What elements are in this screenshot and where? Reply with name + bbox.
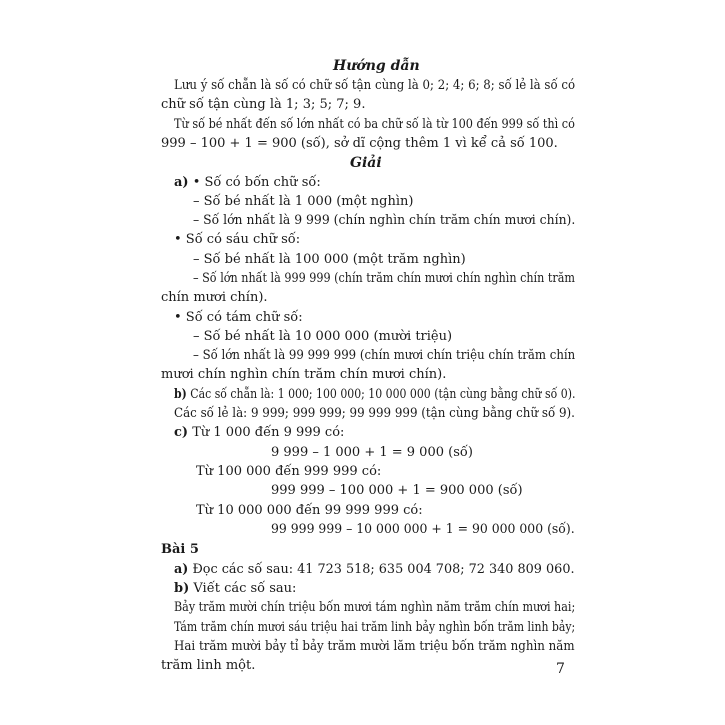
even-numbers: Các số chẵn là: 1 000; 100 000; 10 000 000 (tận cùng bằng chữ số 0). [190,387,576,402]
six-digit-min: – Số bé nhất là 100 000 (một trăm nghìn) [193,252,466,267]
solution-a-item [174,175,321,191]
eight-digit-max-line1: – Số lớn nhất là 99 999 999 (chín mươi chín triệu chín trăm chín [193,348,576,363]
solution-title: Giải [350,155,382,171]
solution-c-label: c) [174,425,189,440]
guide-para2-line1: Từ số bé nhất đến số lớn nhất có ba chữ số là từ 100 đến 999 số thì có [174,117,575,132]
exercise-5-b-text: Viết các số sau: [193,581,297,596]
exercise-5-title: Bài 5 [161,542,199,557]
guide-title: Hướng dẫn [333,58,420,74]
solution-c-item [174,425,344,441]
range-four-digit-text: Từ 1 000 đến 9 999 có: [192,425,345,440]
six-digit-heading: • Số có sáu chữ số: [174,232,301,247]
range-eight-digit-equation: 99 999 999 – 10 000 000 + 1 = 90 000 000 (số). [271,522,575,537]
exercise-5-line2: Tám trăm chín mươi sáu triệu hai trăm linh bảy nghìn bốn trăm linh bảy; [174,620,576,635]
six-digit-max-line2: chín mươi chín). [161,290,268,305]
solution-a-label: a) [174,175,189,190]
four-digit-min: – Số bé nhất là 1 000 (một nghìn) [193,194,414,209]
eight-digit-heading: • Số có tám chữ số: [174,310,303,325]
range-six-digit-text: Từ 100 000 đến 999 999 có: [196,464,382,479]
six-digit-max-line1: – Số lớn nhất là 999 999 (chín trăm chín mươi chín nghìn chín trăm [193,271,575,286]
exercise-5-line1: Bảy trăm mười chín triệu bốn mươi tám nghìn năm trăm chín mươi hai; [174,600,576,615]
four-digit-heading: • Số có bốn chữ số: [192,175,321,190]
range-six-digit-equation: 999 999 – 100 000 + 1 = 900 000 (số) [271,483,523,498]
four-digit-max: – Số lớn nhất là 9 999 (chín nghìn chín trăm chín mươi chín). [193,213,576,228]
guide-para2-line2: 999 – 100 + 1 = 900 (số), sở dĩ cộng thêm 1 vì kể cả số 100. [161,136,558,151]
exercise-5-a-label: a) [174,562,189,577]
exercise-5-a-text: Đọc các số sau: 41 723 518; 635 004 708; 72 340 809 060. [192,562,575,577]
exercise-5-b-label: b) [174,581,190,596]
solution-b-label: b) [174,387,187,402]
exercise-5-line4: trăm linh một. [161,658,256,673]
guide-para1-line2: chữ số tận cùng là 1; 3; 5; 7; 9. [161,97,366,112]
range-four-digit-equation: 9 999 – 1 000 + 1 = 9 000 (số) [271,445,473,460]
guide-para1-line1: Lưu ý số chẵn là số có chữ số tận cùng là 0; 2; 4; 6; 8; số lẻ là số có [174,78,576,93]
eight-digit-min: – Số bé nhất là 10 000 000 (mười triệu) [193,329,453,344]
page-number: 7 [556,661,565,677]
eight-digit-max-line2: mươi chín nghìn chín trăm chín mươi chín). [161,367,447,382]
odd-numbers: Các số lẻ là: 9 999; 999 999; 99 999 999 (tận cùng bằng chữ số 9). [174,406,575,421]
exercise-5-a-item [174,562,575,578]
solution-b-item [174,387,575,403]
range-eight-digit-text: Từ 10 000 000 đến 99 999 999 có: [196,503,423,518]
exercise-5-b-item [174,581,296,597]
exercise-5-line3: Hai trăm mười bảy tỉ bảy trăm mười lăm triệu bốn trăm nghìn năm [174,639,575,654]
